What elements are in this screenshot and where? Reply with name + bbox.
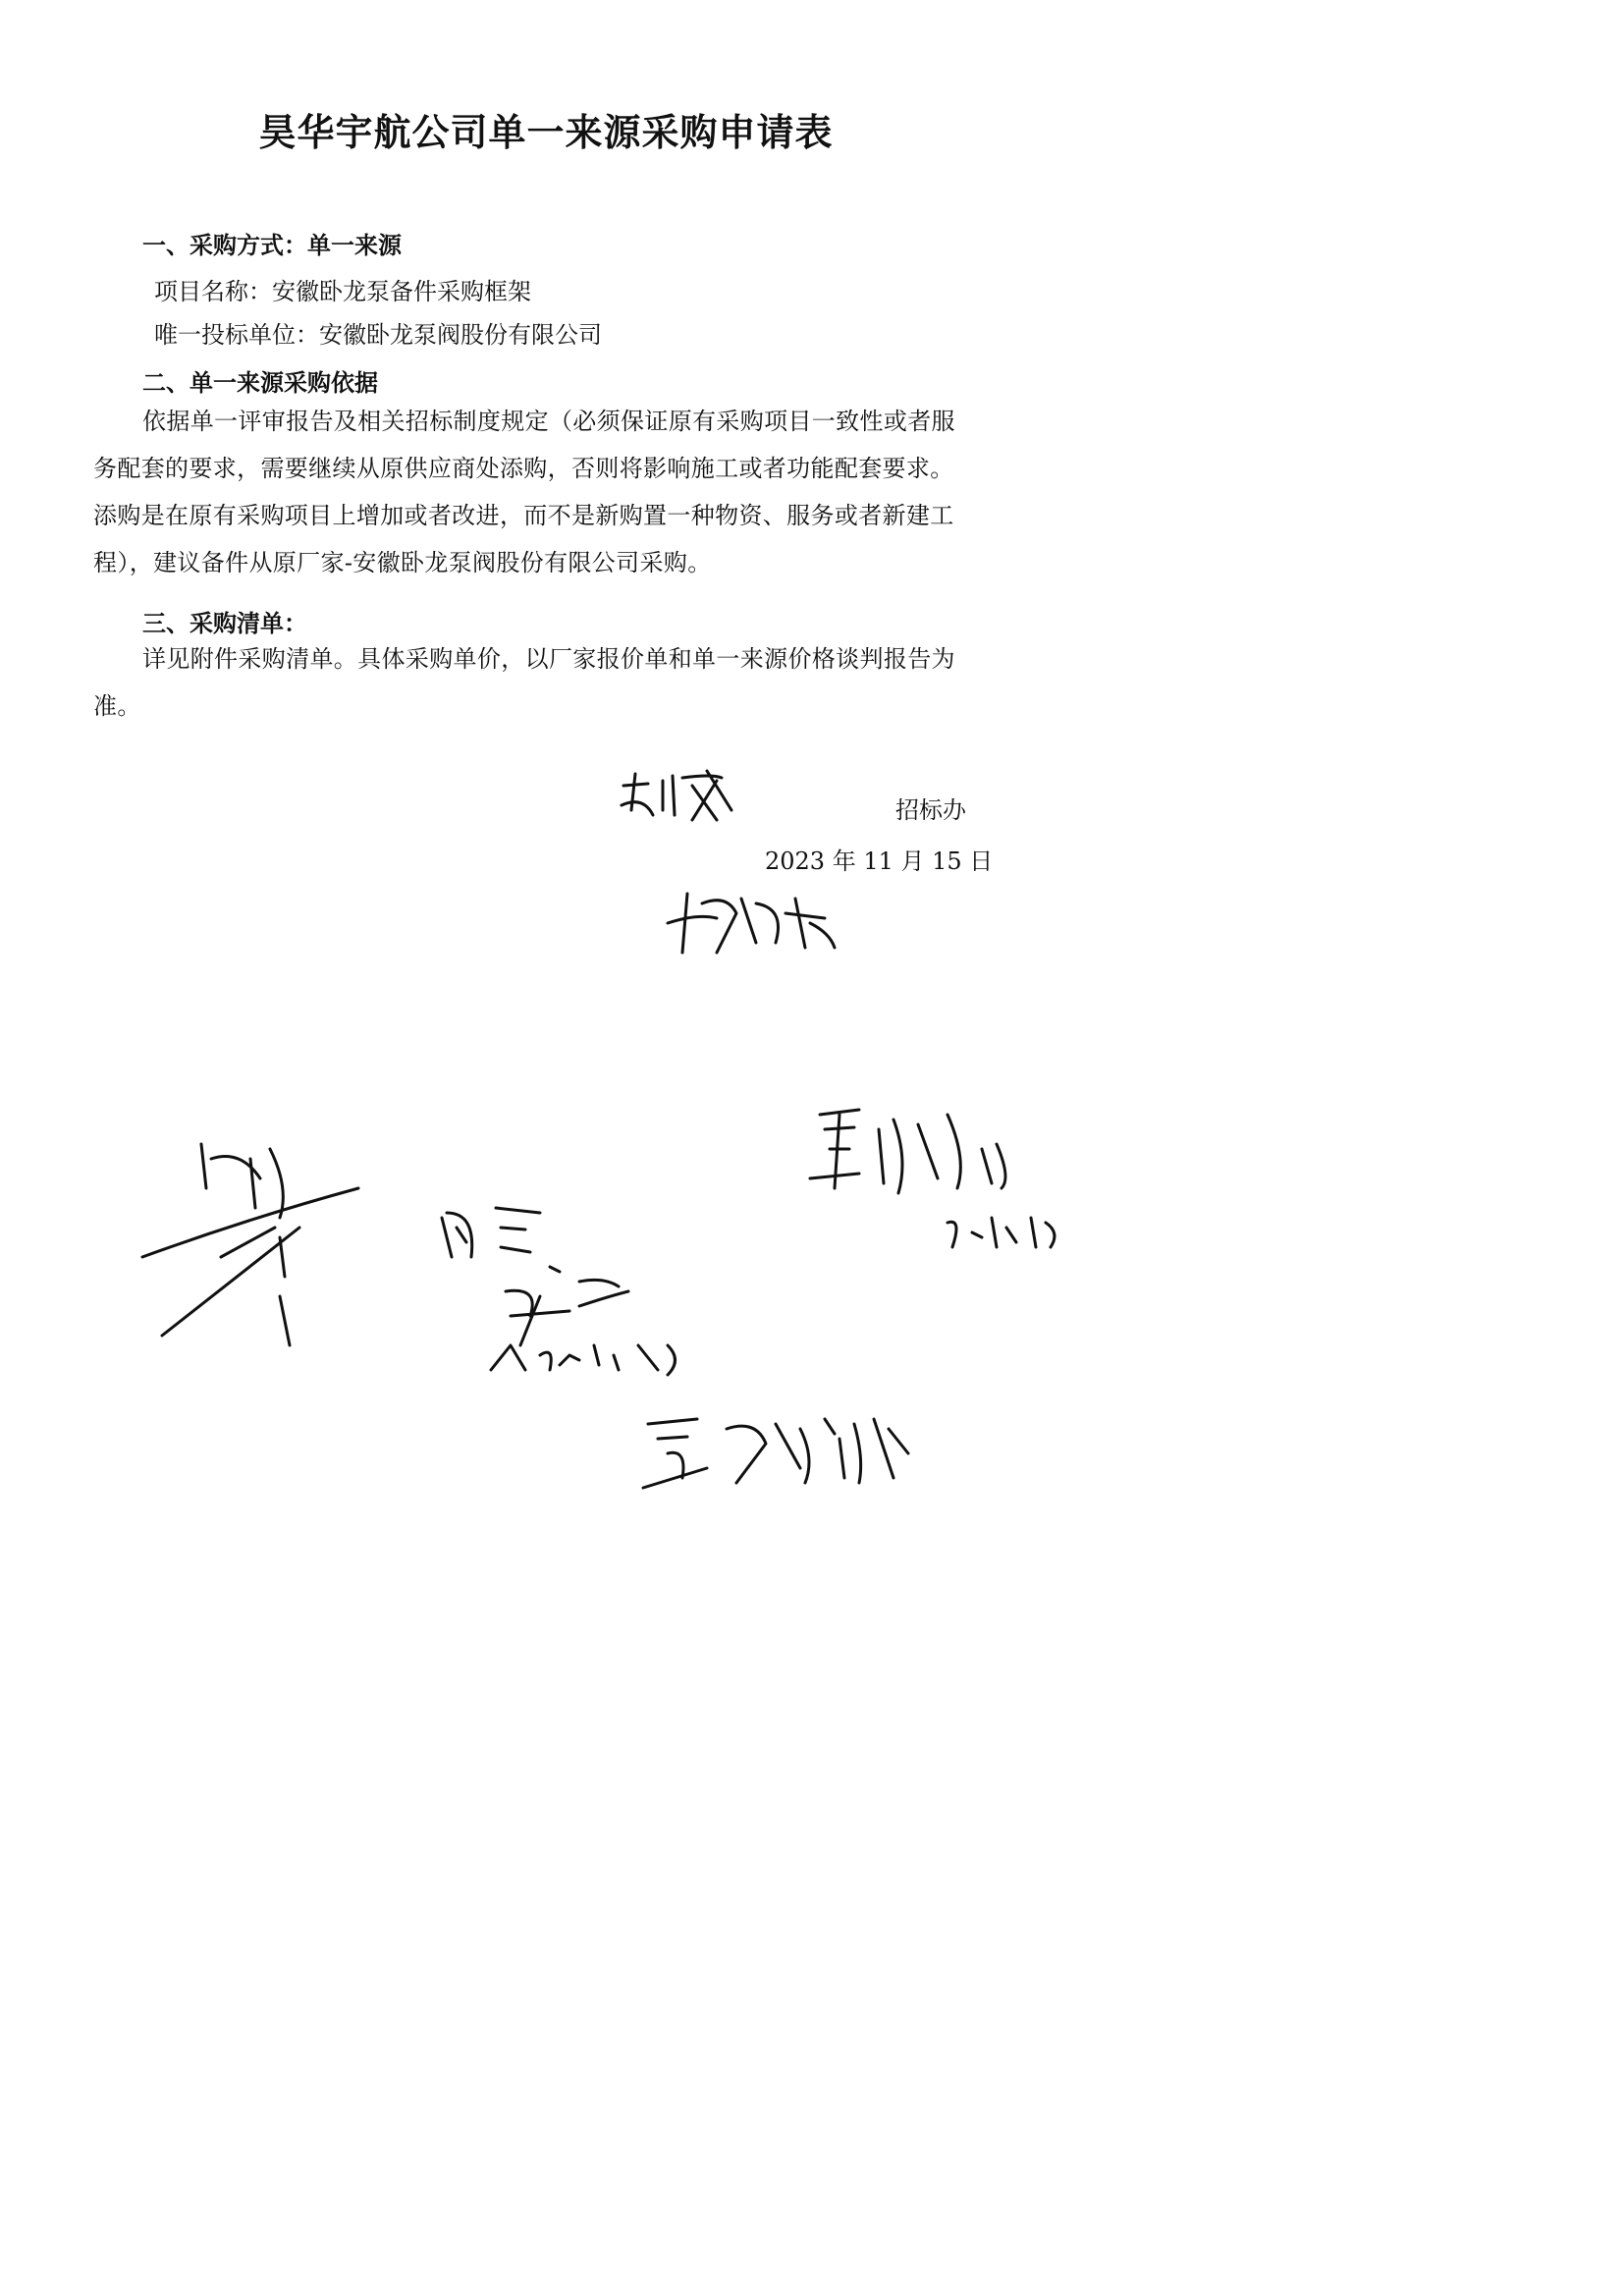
section-2-paragraph: 依据单一评审报告及相关招标制度规定（必须保证原有采购项目一致性或者服务配套的要求，需要继续从原供应商处添购，否则将影响施工或者功能配套要求。添购是在原有采购项目上增加或者改进，而不是新购置一种物资、服务或者新建工程），建议备件从原厂家-安徽卧龙泵阀股份有限公司采购。 — [93, 408, 955, 576]
section-3-body — [93, 635, 977, 730]
document-title: 昊华宇航公司单一来源采购申请表 — [258, 111, 834, 154]
section-3-heading: 三、采购清单： — [142, 610, 307, 637]
section-3-paragraph: 详见附件采购清单。具体采购单价，以厂家报价单和单一来源价格谈判报告为准。 — [93, 645, 955, 720]
sole-bidder: 唯一投标单位：安徽卧龙泵阀股份有限公司 — [154, 321, 602, 349]
signature-4 — [800, 1100, 1075, 1257]
tender-office-label: 招标办 — [895, 796, 966, 824]
signature-2 — [658, 884, 844, 962]
section-1-heading: 一、采购方式：单一来源 — [142, 232, 402, 259]
signature-approval-wu — [432, 1198, 707, 1385]
signoff-date: 2023 年 11 月 15 日 — [765, 847, 994, 875]
section-2-heading: 二、单一来源采购依据 — [142, 369, 378, 397]
project-name: 项目名称：安徽卧龙泵备件采购框架 — [154, 278, 531, 305]
signature-liu-wei — [614, 766, 741, 825]
signature-5 — [628, 1399, 913, 1498]
section-2-body — [93, 398, 977, 586]
signature-3 — [133, 1129, 378, 1355]
